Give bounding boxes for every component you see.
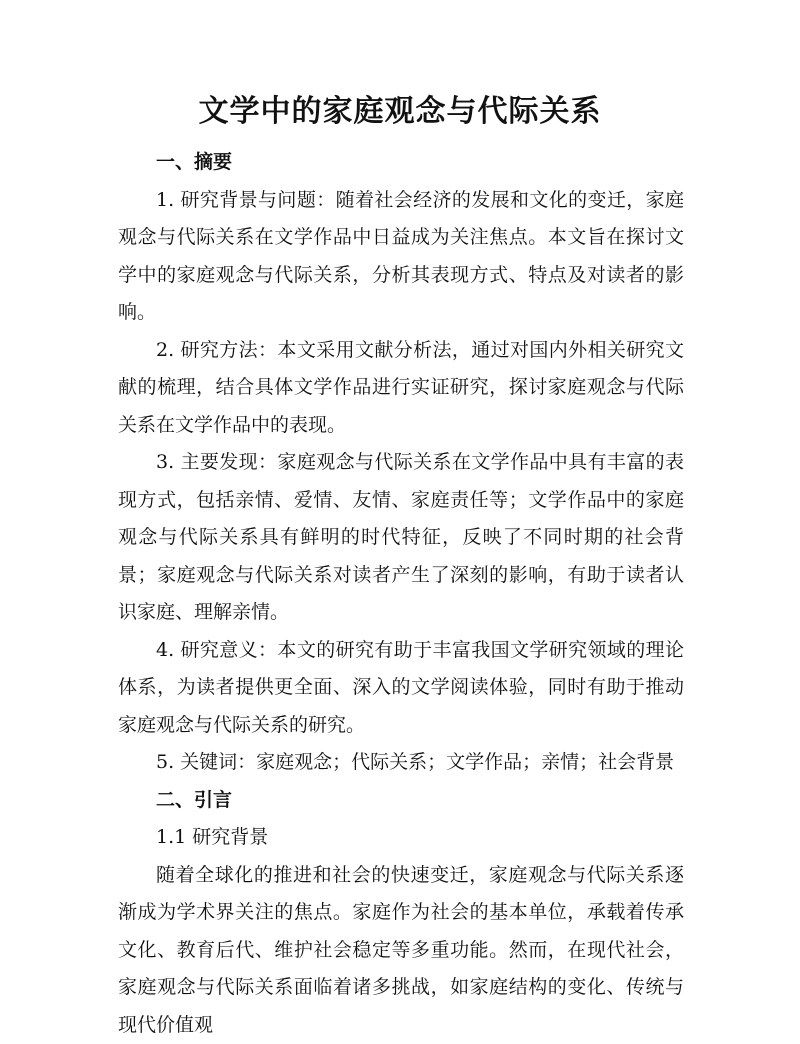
document-body	[118, 144, 684, 1044]
abstract-paragraph-method: 2. 研究方法：本文采用文献分析法，通过对国内外相关研究文献的梳理，结合具体文学作品进行实证研究，探讨家庭观念与代际关系在文学作品中的表现。	[118, 332, 684, 445]
abstract-paragraph-significance: 4. 研究意义：本文的研究有助于丰富我国文学研究领域的理论体系，为读者提供更全面、深入的文学阅读体验，同时有助于推动家庭观念与代际关系的研究。	[118, 632, 684, 745]
section-heading-introduction: 二、引言	[118, 782, 684, 820]
subsection-heading-background: 1.1 研究背景	[118, 819, 684, 857]
abstract-paragraph-findings: 3. 主要发现：家庭观念与代际关系在文学作品中具有丰富的表现方式，包括亲情、爱情、友情、家庭责任等；文学作品中的家庭观念与代际关系具有鲜明的时代特征，反映了不同时期的社会背景；家庭观念与代际关系对读者产生了深刻的影响，有助于读者认识家庭、理解亲情。	[118, 444, 684, 632]
abstract-paragraph-background: 1. 研究背景与问题：随着社会经济的发展和文化的变迁，家庭观念与代际关系在文学作品中日益成为关注焦点。本文旨在探讨文学中的家庭观念与代际关系，分析其表现方式、特点及对读者的影响。	[118, 182, 684, 332]
introduction-paragraph: 随着全球化的推进和社会的快速变迁，家庭观念与代际关系逐渐成为学术界关注的焦点。家庭作为社会的基本单位，承载着传承文化、教育后代、维护社会稳定等多重功能。然而，在现代社会，家庭观念与代际关系面临着诸多挑战，如家庭结构的变化、传统与现代价值观	[118, 857, 684, 1044]
section-heading-abstract: 一、摘要	[118, 144, 684, 182]
document-title: 文学中的家庭观念与代际关系	[0, 92, 800, 132]
abstract-paragraph-keywords: 5. 关键词：家庭观念；代际关系；文学作品；亲情；社会背景	[118, 744, 684, 782]
